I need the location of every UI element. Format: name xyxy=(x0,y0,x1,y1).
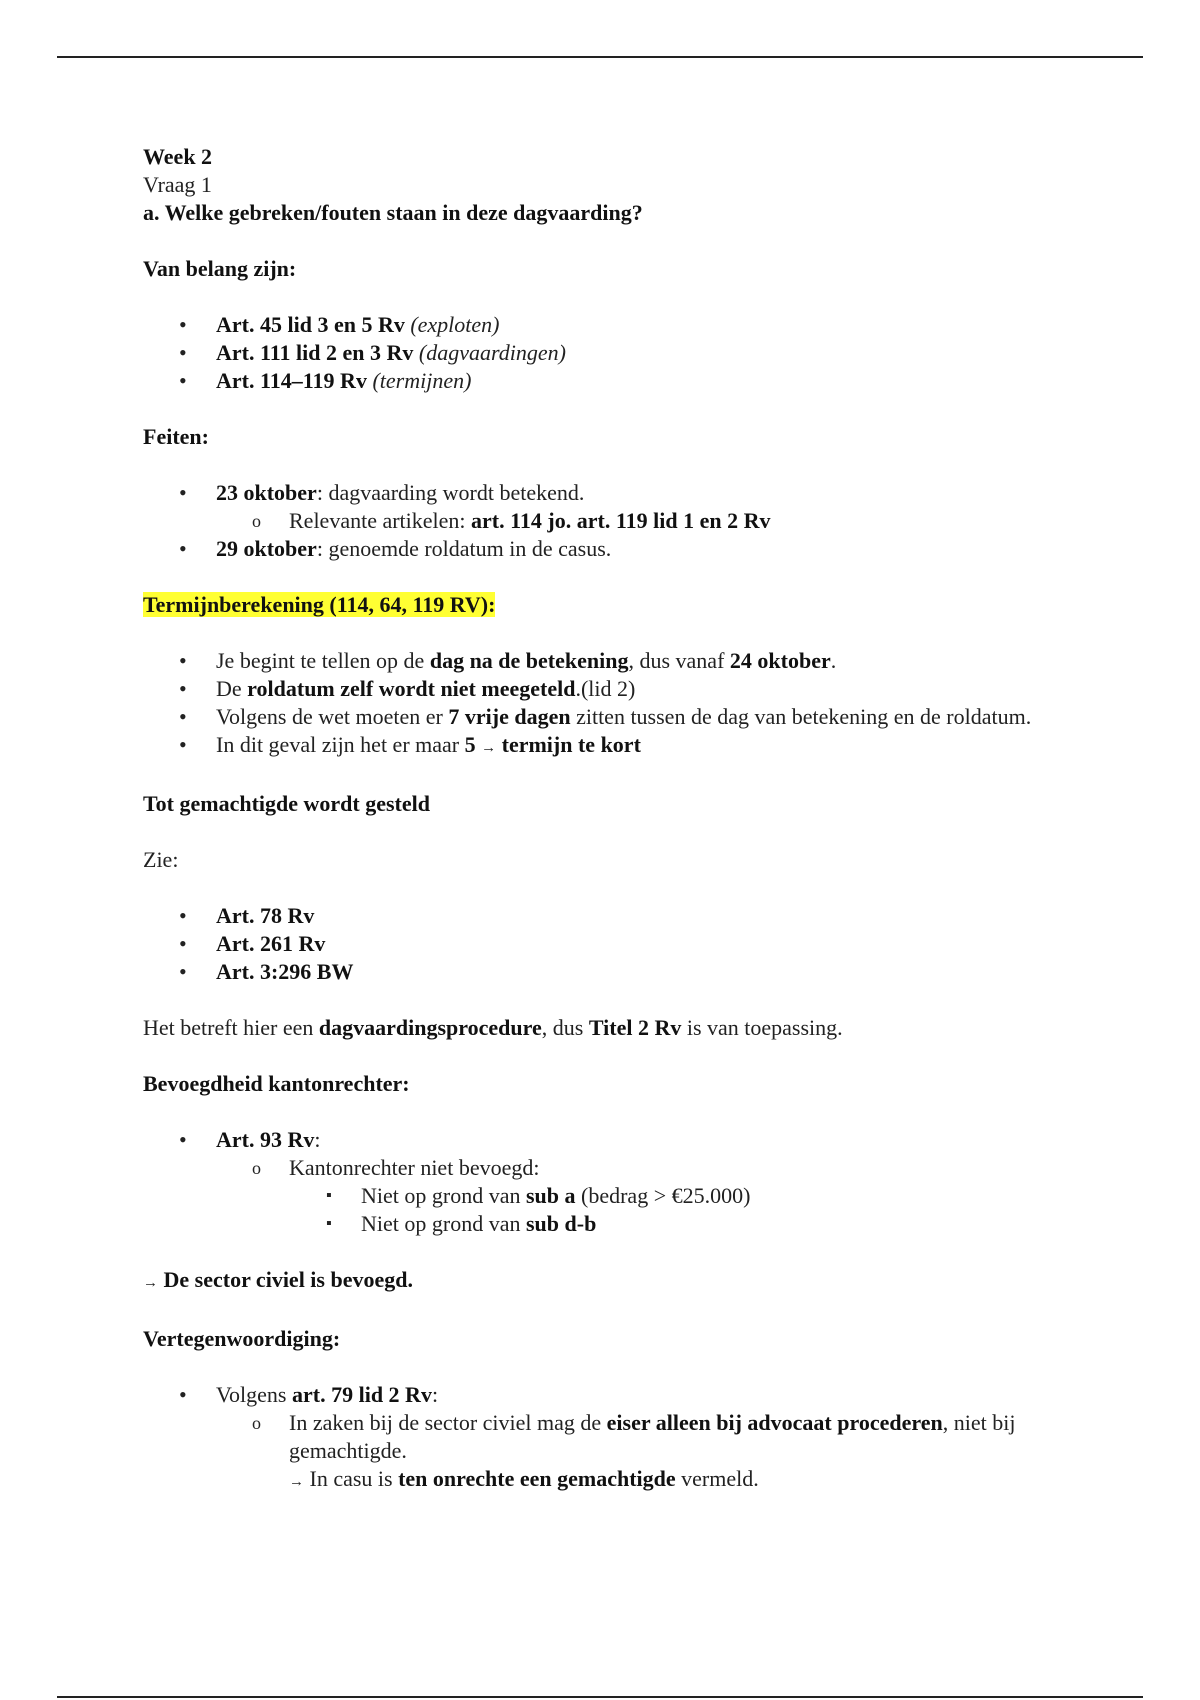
list-item: • Je begint te tellen op de dag na de betekening, dus vanaf 24 oktober. xyxy=(179,648,837,673)
list-item: • Art. 45 lid 3 en 5 Rv (exploten) xyxy=(179,312,500,337)
document-body xyxy=(143,143,1063,1496)
arrow-icon: → xyxy=(481,740,497,756)
feiten-list xyxy=(143,479,1063,563)
list-item: • Volgens de wet moeten er 7 vrije dagen zitten tussen de dag van betekening en de roldatum. xyxy=(179,704,1032,729)
vertegenwoordiging-title: Vertegenwoordiging: xyxy=(143,1326,341,1351)
vertegenwoordiging-list xyxy=(143,1381,1063,1465)
list-item: • Art. 3:296 BW xyxy=(179,959,354,984)
van-belang-title: Van belang zijn: xyxy=(143,256,297,281)
arrow-icon: → xyxy=(143,1275,158,1291)
list-item: • Art. 111 lid 2 en 3 Rv (dagvaardingen) xyxy=(179,340,566,365)
gemachtigde-list xyxy=(143,902,1063,986)
list-subitem: o Relevante artikelen: art. 114 jo. art. 119 lid 1 en 2 Rv xyxy=(252,508,771,533)
question-label: Vraag 1 xyxy=(143,172,212,197)
bevoegdheid-conclusion: → De sector civiel is bevoegd. xyxy=(143,1267,413,1292)
list-subsubitem: ▪ Niet op grond van sub d-b xyxy=(326,1211,597,1236)
list-subsubitem: ▪ Niet op grond van sub a (bedrag > €25.000) xyxy=(326,1183,751,1208)
bevoegdheid-title: Bevoegdheid kantonrechter: xyxy=(143,1071,410,1096)
bevoegdheid-list xyxy=(143,1126,1063,1238)
feiten-title: Feiten: xyxy=(143,424,209,449)
list-subitem: o In zaken bij de sector civiel mag de eiser alleen bij advocaat procederen, niet bij gemachtigde. xyxy=(252,1410,1016,1463)
list-item: • Art. 261 Rv xyxy=(179,931,326,956)
week-heading: Week 2 xyxy=(143,144,213,169)
list-item: • Volgens art. 79 lid 2 Rv: xyxy=(179,1382,439,1407)
gemachtigde-title: Tot gemachtigde wordt gesteld xyxy=(143,791,430,816)
arrow-icon: → xyxy=(289,1474,304,1490)
procedure-paragraph: Het betreft hier een dagvaardingsprocedure, dus Titel 2 Rv is van toepassing. xyxy=(143,1015,843,1040)
termijn-list xyxy=(143,647,1063,762)
list-item: • 23 oktober: dagvaarding wordt betekend. xyxy=(179,480,585,505)
sub-question: a. Welke gebreken/fouten staan in deze dagvaarding? xyxy=(143,200,643,225)
list-item: • Art. 114–119 Rv (termijnen) xyxy=(179,368,472,393)
list-item: • Art. 78 Rv xyxy=(179,903,315,928)
list-item: • Art. 93 Rv: xyxy=(179,1127,321,1152)
list-subitem: o Kantonrechter niet bevoegd: xyxy=(252,1155,540,1180)
zie-label: Zie: xyxy=(143,847,179,872)
footer-rule xyxy=(57,1696,1143,1698)
list-item: • 29 oktober: genoemde roldatum in de casus. xyxy=(179,536,612,561)
list-item: • De roldatum zelf wordt niet meegeteld.(lid 2) xyxy=(179,676,636,701)
termijn-title: Termijnberekening (114, 64, 119 RV): xyxy=(143,592,496,617)
list-item: • In dit geval zijn het er maar 5 → termijn te kort xyxy=(179,732,641,757)
header-rule xyxy=(57,56,1143,58)
van-belang-list xyxy=(143,311,1063,395)
vertegenwoordiging-continuation: → In casu is ten onrechte een gemachtigde vermeld. xyxy=(289,1466,759,1491)
